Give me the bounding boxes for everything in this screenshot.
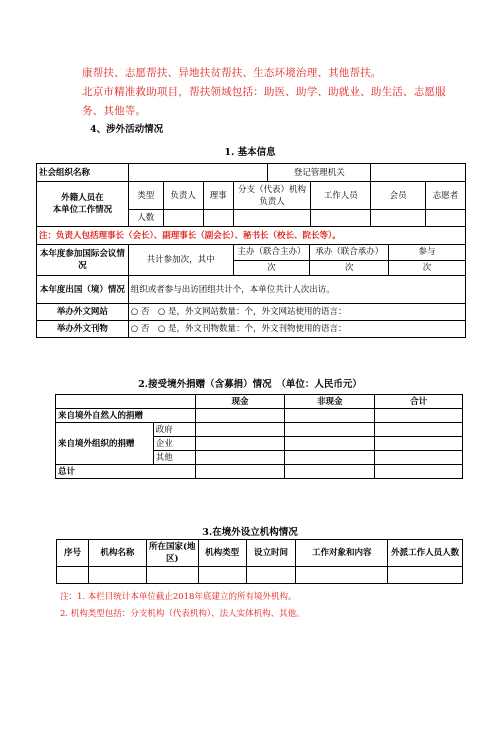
website-label: 举办外文网站 [37,304,129,321]
reg-authority-label: 登记管理机关 [268,164,371,182]
overseas-col-name: 机构名称 [88,540,146,567]
donation-row-total: 总计 [56,465,196,479]
overseas-col-date: 设立时间 [246,540,296,567]
journal-label: 举办外文刊物 [37,321,129,338]
overseas-cell[interactable] [388,567,463,584]
count-leader[interactable] [163,210,203,227]
cell-total-total[interactable] [375,465,463,479]
donation-corner [56,395,196,409]
section-4-heading: 4、涉外活动情况 [90,124,164,135]
cell-ent-cash[interactable] [195,437,285,451]
count-member[interactable] [371,210,426,227]
cell-person-cash[interactable] [195,409,285,423]
website-text[interactable]: ○ 否 ○ 是，外文网站数量：个，外文网站使用的语言： [128,304,465,321]
overseas-col-content: 工作对象和内容 [296,540,388,567]
staff-red-note: 注：负责人包括理事长（会长）、副理事长（副会长）、秘书长（校长、院长等）。 [37,227,466,245]
cell-person-noncash[interactable] [285,409,375,423]
cell-other-noncash[interactable] [285,451,375,465]
cell-total-cash[interactable] [195,465,285,479]
cell-person-total[interactable] [375,409,463,423]
conf-undertake-label: 承办（联合承办） [310,245,389,260]
journal-text[interactable]: ○ 否 ○ 是，外文刊物数量：个，外文刊物使用的语言： [128,321,465,338]
outbound-text: 组织或者参与出访团组共计个，本单位共计人次出访。 [128,276,465,304]
staff-col-volunteer: 志愿者 [426,182,466,210]
overseas-note-2: 2. 机构类型包括：分支机构（代表机构）、法人实体机构、其他。 [60,609,305,619]
overseas-cell[interactable] [198,567,246,584]
cell-gov-noncash[interactable] [285,423,375,437]
org-sub-other: 其他 [153,451,195,465]
cell-ent-noncash[interactable] [285,437,375,451]
overseas-note-1: 注：1. 本栏目统计本单位截止2018年底建立的所有境外机构。 [60,592,297,602]
intro-line-1: 康帮扶、志愿帮扶、异地扶贫帮扶、生态环境治理、其他帮扶。 [82,67,382,79]
overseas-col-staff: 外派工作人员人数 [388,540,463,567]
cell-ent-total[interactable] [375,437,463,451]
donation-row-person: 来自境外自然人的捐赠 [56,409,196,423]
conf-attend-label: 参与 [389,245,465,260]
section-2-title: 2.接受境外捐赠（含募捐）情况 （单位：人民币元） [138,379,362,390]
org-name-value[interactable] [128,164,268,182]
conf-undertake-times: 次 [310,260,389,275]
staff-col-member: 会员 [371,182,426,210]
overseas-cell[interactable] [57,567,89,584]
staff-col-worker: 工作人员 [311,182,371,210]
count-worker[interactable] [311,210,371,227]
org-sub-government: 政府 [153,423,195,437]
overseas-cell[interactable] [88,567,146,584]
intro-line-2: 北京市精准救助项目，帮扶领域包括：助医、助学、助就业、助生活、志愿服 [82,86,446,98]
overseas-cell[interactable] [146,567,198,584]
count-branch-leader[interactable] [233,210,311,227]
conf-host-times: 次 [234,260,310,275]
donation-col-noncash: 非现金 [285,395,375,409]
reg-authority-value[interactable] [371,164,466,182]
cell-total-noncash[interactable] [285,465,375,479]
cell-gov-total[interactable] [375,423,463,437]
foreign-staff-label: 外籍人员在 本单位工作情况 [37,182,129,227]
cell-gov-cash[interactable] [195,423,285,437]
donation-table [55,394,463,479]
count-label: 人数 [128,210,163,227]
outbound-label: 本年度出国（境）情况 [37,276,129,304]
section-3-title: 3.在境外设立机构情况 [202,527,298,538]
org-sub-enterprise: 企业 [153,437,195,451]
overseas-col-no: 序号 [57,540,89,567]
conf-host-label: 主办（联合主办） [234,245,310,260]
staff-col-leader: 负责人 [163,182,203,210]
cell-other-cash[interactable] [195,451,285,465]
section-1-title: 1. 基本信息 [224,147,276,158]
basic-info-table [36,163,466,338]
overseas-org-table [56,539,463,584]
overseas-cell[interactable] [296,567,388,584]
org-name-label: 社会组织名称 [37,164,129,182]
conf-attend-times: 次 [389,260,465,275]
donation-col-total: 合计 [375,395,463,409]
conference-label: 本年度参加国际会议情况 [37,245,129,276]
overseas-col-type: 机构类型 [198,540,246,567]
staff-col-branch-leader: 分支（代表）机构负责人 [233,182,311,210]
overseas-col-country: 所在国家(地区) [146,540,198,567]
overseas-cell[interactable] [246,567,296,584]
staff-col-director: 理事 [203,182,233,210]
count-director[interactable] [203,210,233,227]
cell-other-total[interactable] [375,451,463,465]
donation-col-cash: 现金 [195,395,285,409]
count-volunteer[interactable] [426,210,466,227]
staff-col-type: 类型 [128,182,163,210]
conference-total: 共计参加次，其中 [128,245,233,276]
intro-line-3: 务、其他等。 [82,105,147,117]
donation-row-org: 来自境外组织的捐赠 [56,423,154,465]
